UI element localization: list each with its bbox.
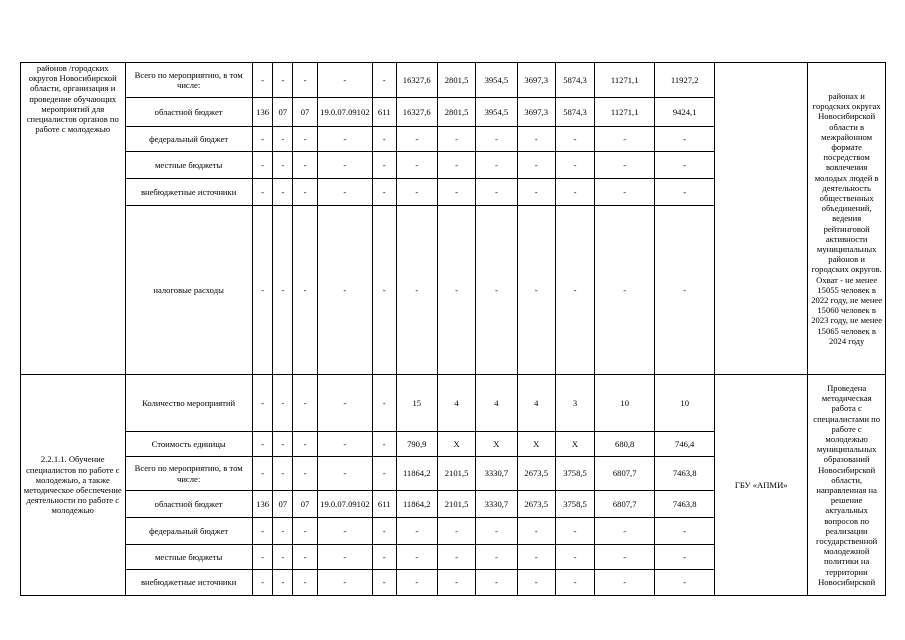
- value-cell: -: [293, 63, 318, 98]
- row-label-cell: областной бюджет: [125, 98, 252, 127]
- value-cell: -: [317, 570, 372, 596]
- value-cell: 2673,5: [517, 457, 555, 491]
- value-cell: 11271,1: [595, 63, 655, 98]
- value-cell: 10: [655, 375, 715, 432]
- value-cell: 4: [517, 375, 555, 432]
- value-cell: -: [273, 127, 293, 152]
- value-cell: 3954,5: [476, 63, 517, 98]
- value-cell: X: [555, 432, 594, 457]
- value-cell: -: [293, 179, 318, 206]
- value-cell: -: [555, 570, 594, 596]
- value-cell: -: [252, 545, 273, 570]
- value-cell: 11864,2: [396, 491, 437, 518]
- value-cell: -: [293, 570, 318, 596]
- value-cell: -: [252, 206, 273, 375]
- value-cell: 5874,3: [555, 63, 594, 98]
- value-cell: -: [396, 518, 437, 545]
- value-cell: 16327,6: [396, 63, 437, 98]
- value-cell: -: [252, 375, 273, 432]
- value-cell: -: [372, 570, 396, 596]
- value-cell: -: [317, 375, 372, 432]
- value-cell: 4: [476, 375, 517, 432]
- table-row: [21, 375, 886, 432]
- value-cell: X: [517, 432, 555, 457]
- value-cell: 7463,8: [655, 491, 715, 518]
- value-cell: -: [252, 457, 273, 491]
- value-cell: 790,9: [396, 432, 437, 457]
- value-cell: -: [437, 179, 475, 206]
- value-cell: 3697,3: [517, 98, 555, 127]
- value-cell: -: [372, 179, 396, 206]
- row-label-cell: Количество мероприятий: [125, 375, 252, 432]
- value-cell: -: [517, 152, 555, 179]
- value-cell: -: [372, 375, 396, 432]
- row-label-cell: внебюджетные источники: [125, 179, 252, 206]
- value-cell: -: [273, 457, 293, 491]
- value-cell: -: [555, 152, 594, 179]
- value-cell: -: [317, 152, 372, 179]
- value-cell: 3330,7: [476, 457, 517, 491]
- value-cell: -: [517, 518, 555, 545]
- value-cell: -: [396, 206, 437, 375]
- value-cell: 5874,3: [555, 98, 594, 127]
- value-cell: -: [655, 545, 715, 570]
- value-cell: -: [655, 518, 715, 545]
- value-cell: 11271,1: [595, 98, 655, 127]
- value-cell: 19.0.07.09102: [317, 491, 372, 518]
- value-cell: -: [476, 518, 517, 545]
- value-cell: -: [595, 518, 655, 545]
- value-cell: -: [476, 206, 517, 375]
- value-cell: -: [317, 545, 372, 570]
- value-cell: 15: [396, 375, 437, 432]
- row-label-cell: федеральный бюджет: [125, 518, 252, 545]
- value-cell: -: [595, 570, 655, 596]
- value-cell: -: [372, 152, 396, 179]
- value-cell: -: [555, 179, 594, 206]
- row-label-cell: федеральный бюджет: [125, 127, 252, 152]
- value-cell: 9424,1: [655, 98, 715, 127]
- value-cell: 611: [372, 491, 396, 518]
- value-cell: -: [273, 432, 293, 457]
- value-cell: -: [517, 206, 555, 375]
- value-cell: -: [293, 545, 318, 570]
- value-cell: -: [437, 127, 475, 152]
- value-cell: -: [655, 206, 715, 375]
- value-cell: -: [317, 432, 372, 457]
- value-cell: 136: [252, 491, 273, 518]
- value-cell: 611: [372, 98, 396, 127]
- value-cell: 136: [252, 98, 273, 127]
- value-cell: -: [372, 545, 396, 570]
- value-cell: -: [555, 545, 594, 570]
- value-cell: 2101,5: [437, 457, 475, 491]
- value-cell: -: [293, 152, 318, 179]
- value-cell: -: [396, 545, 437, 570]
- value-cell: 6807,7: [595, 457, 655, 491]
- value-cell: 07: [273, 491, 293, 518]
- value-cell: -: [317, 127, 372, 152]
- value-cell: -: [437, 152, 475, 179]
- value-cell: 7463,8: [655, 457, 715, 491]
- value-cell: -: [273, 375, 293, 432]
- activity-name-cell: районов /городских округов Новосибирской области, организация и проведение обучающих мероприятий для специалистов органов по работе с молодежью: [21, 63, 126, 375]
- value-cell: -: [555, 518, 594, 545]
- value-cell: 3: [555, 375, 594, 432]
- program-activities-table: [20, 62, 886, 596]
- value-cell: -: [655, 570, 715, 596]
- value-cell: -: [517, 127, 555, 152]
- value-cell: -: [595, 545, 655, 570]
- value-cell: -: [476, 152, 517, 179]
- value-cell: 11864,2: [396, 457, 437, 491]
- table-row: [21, 63, 886, 98]
- value-cell: -: [252, 127, 273, 152]
- value-cell: -: [655, 127, 715, 152]
- value-cell: -: [252, 179, 273, 206]
- value-cell: 3330,7: [476, 491, 517, 518]
- value-cell: 10: [595, 375, 655, 432]
- value-cell: -: [252, 63, 273, 98]
- value-cell: -: [293, 375, 318, 432]
- value-cell: 2101,5: [437, 491, 475, 518]
- value-cell: -: [293, 518, 318, 545]
- value-cell: -: [317, 518, 372, 545]
- value-cell: -: [555, 127, 594, 152]
- executor-cell: [715, 63, 808, 375]
- row-label-cell: Стоимость единицы: [125, 432, 252, 457]
- value-cell: 2801,5: [437, 98, 475, 127]
- value-cell: -: [396, 179, 437, 206]
- value-cell: -: [595, 127, 655, 152]
- value-cell: -: [517, 179, 555, 206]
- value-cell: -: [555, 206, 594, 375]
- expected-result-cell: районах и городских округах Новосибирской области в межрайонном формате посредством вовлечения молодых людей в деятельность общественных объединений, ведения рейтинговой активности муниципальных районов и городских округов. Охват - не менее 15055 человек в 2022 году, не менее 15060 человек в 2023 году, не менее 15065 человек в 2024 году: [808, 63, 886, 375]
- row-label-cell: Всего по мероприятию, в том числе:: [125, 457, 252, 491]
- value-cell: -: [273, 179, 293, 206]
- value-cell: -: [437, 570, 475, 596]
- value-cell: -: [437, 206, 475, 375]
- value-cell: -: [317, 179, 372, 206]
- executor-cell: ГБУ «АПМИ»: [715, 375, 808, 596]
- value-cell: -: [476, 545, 517, 570]
- value-cell: 4: [437, 375, 475, 432]
- row-label-cell: местные бюджеты: [125, 545, 252, 570]
- value-cell: -: [476, 127, 517, 152]
- value-cell: -: [476, 179, 517, 206]
- value-cell: -: [372, 206, 396, 375]
- value-cell: -: [252, 432, 273, 457]
- value-cell: 07: [273, 98, 293, 127]
- value-cell: -: [595, 152, 655, 179]
- value-cell: -: [273, 518, 293, 545]
- activity-name-cell: 2.2.1.1. Обучение специалистов по работе с молодежью, а также методическое обеспечение деятельности по работе с молодежью: [21, 375, 126, 596]
- value-cell: -: [252, 518, 273, 545]
- value-cell: -: [396, 127, 437, 152]
- value-cell: 3697,3: [517, 63, 555, 98]
- value-cell: -: [372, 432, 396, 457]
- value-cell: -: [293, 432, 318, 457]
- value-cell: -: [437, 545, 475, 570]
- value-cell: -: [293, 457, 318, 491]
- value-cell: -: [517, 570, 555, 596]
- value-cell: -: [396, 570, 437, 596]
- value-cell: X: [437, 432, 475, 457]
- value-cell: -: [273, 545, 293, 570]
- row-label-cell: налоговые расходы: [125, 206, 252, 375]
- value-cell: 746,4: [655, 432, 715, 457]
- value-cell: -: [372, 63, 396, 98]
- value-cell: 2673,5: [517, 491, 555, 518]
- value-cell: 680,8: [595, 432, 655, 457]
- value-cell: -: [396, 152, 437, 179]
- value-cell: 16327,6: [396, 98, 437, 127]
- value-cell: -: [595, 206, 655, 375]
- row-label-cell: областной бюджет: [125, 491, 252, 518]
- value-cell: -: [317, 63, 372, 98]
- value-cell: -: [252, 152, 273, 179]
- value-cell: 11927,2: [655, 63, 715, 98]
- value-cell: -: [476, 570, 517, 596]
- value-cell: -: [655, 152, 715, 179]
- value-cell: -: [372, 518, 396, 545]
- value-cell: 19.0.07.09102: [317, 98, 372, 127]
- value-cell: 6807,7: [595, 491, 655, 518]
- row-label-cell: внебюджетные источники: [125, 570, 252, 596]
- value-cell: -: [317, 206, 372, 375]
- value-cell: -: [273, 63, 293, 98]
- value-cell: 07: [293, 98, 318, 127]
- value-cell: -: [273, 570, 293, 596]
- value-cell: -: [517, 545, 555, 570]
- value-cell: -: [655, 179, 715, 206]
- value-cell: -: [273, 152, 293, 179]
- value-cell: -: [317, 457, 372, 491]
- value-cell: -: [595, 179, 655, 206]
- row-label-cell: Всего по мероприятию, в том числе:: [125, 63, 252, 98]
- value-cell: -: [293, 127, 318, 152]
- value-cell: -: [273, 206, 293, 375]
- value-cell: -: [372, 457, 396, 491]
- value-cell: 3954,5: [476, 98, 517, 127]
- value-cell: 3758,5: [555, 457, 594, 491]
- value-cell: 07: [293, 491, 318, 518]
- value-cell: -: [252, 570, 273, 596]
- value-cell: -: [372, 127, 396, 152]
- value-cell: X: [476, 432, 517, 457]
- value-cell: 3758,5: [555, 491, 594, 518]
- expected-result-cell: Проведена методическая работа с специалистами по работе с молодежью муниципальных образований Новосибирской области, направленная на решение актуальных вопросов по реализации государственной молодежной политики на территории Новосибирской: [808, 375, 886, 596]
- value-cell: 2801,5: [437, 63, 475, 98]
- row-label-cell: местные бюджеты: [125, 152, 252, 179]
- value-cell: -: [293, 206, 318, 375]
- value-cell: -: [437, 518, 475, 545]
